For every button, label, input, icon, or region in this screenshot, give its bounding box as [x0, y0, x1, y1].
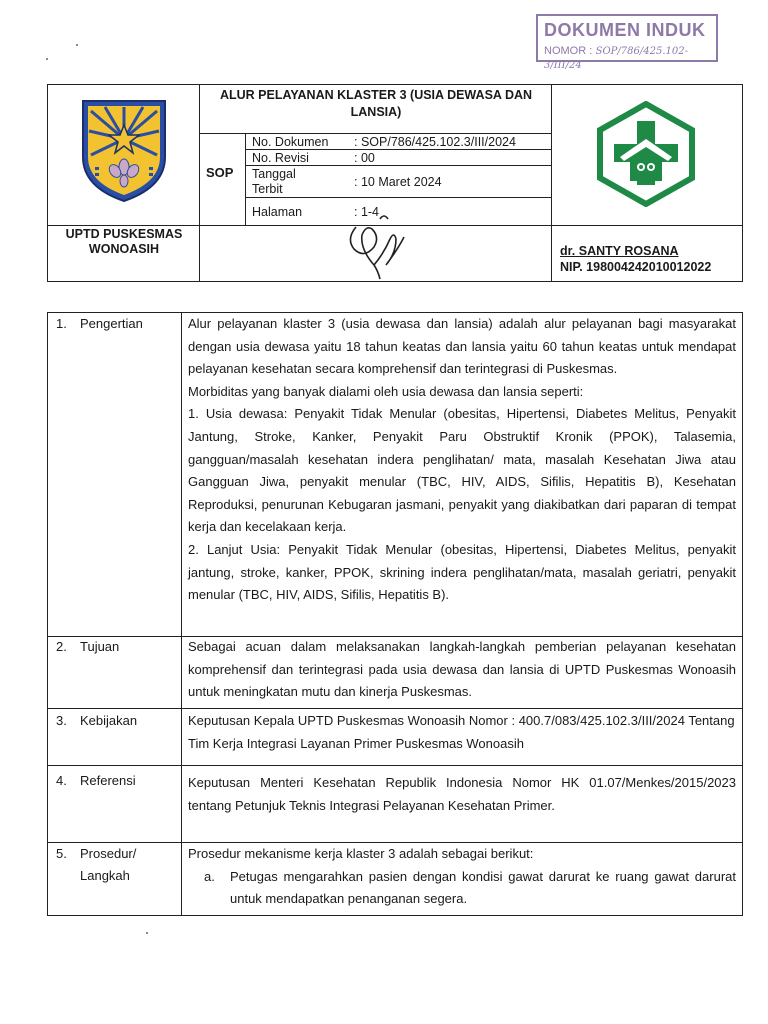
- section-label-prosedur: 5. Prosedur/ Langkah: [56, 846, 137, 883]
- step-a-marker: a.: [204, 868, 215, 884]
- section-label-referensi: 4. Referensi: [56, 773, 136, 788]
- regency-crest-logo: [79, 97, 169, 205]
- section-label-tujuan: 2. Tujuan: [56, 639, 120, 654]
- sop-content-table: [47, 312, 743, 916]
- sop-header-table: [47, 84, 743, 282]
- stamp-nomor: [544, 43, 716, 71]
- field-label-no-dokumen: No. Dokumen: [252, 135, 329, 149]
- scan-speck: [76, 44, 78, 46]
- signer-nip: NIP. 198004242010012022: [560, 260, 712, 274]
- signature-scribble: [344, 209, 414, 285]
- section-content-pengertian: [188, 313, 736, 607]
- section-content-tujuan: Sebagai acuan dalam melaksanakan langkah-langkah pemberian pelayanan kesehatan komprehensif dan terintegrasi pada usia dewasa dan lansia di UPTD Puskesmas Wonoasih untuk meningkatan mutu dan kinerja Puskesmas.: [188, 639, 736, 700]
- field-value-tanggal-terbit: : 10 Maret 2024: [354, 175, 442, 189]
- usia-dewasa-item: 1. Usia dewasa: Penyakit Tidak Menular (obesitas, Hipertensi, Diabetes Melitus, Penyakit Jantung, Stroke, Kanker, Penyakit Paru Obstruktif Kronik (PPOK), Talasemia, gangguan/masalah kesehatan indera penglihatan/ mata, masalah Kesehatan Jiwa atau Gangguan Jiwa, penyakit menular (TBC, HIV, AIDS, Sifilis, Hepatitis B), Kesehatan Reproduksi, penurunan Kebugaran jasmani, penyakit yang diakibatkan dari paparan di tempat kerja dan kecelakaan kerja.: [188, 406, 736, 535]
- section-content-referensi: Keputusan Menteri Kesehatan Republik Indonesia Nomor HK 01.07/Menkes/2015/2023 tentang Petunjuk Teknis Integrasi Pelayanan Kesehatan Primer.: [188, 775, 736, 813]
- section-content-prosedur: [188, 843, 736, 911]
- document-title: ALUR PELAYANAN KLASTER 3 (USIA DEWASA DAN LANSIA): [219, 88, 533, 119]
- stamp-nomor-value: SOP/786/425.102-3/III/24: [544, 46, 688, 71]
- pengertian-paragraph: Alur pelayanan klaster 3 (usia dewasa dan lansia) adalah alur pelayanan bagi masyarakat dengan usia dewasa yaitu 18 tahun keatas dan lansia yaitu 60 tahun keatas untuk mendapat pelayanan kesehatan secara komprehensif dan terintegrasi di Puskesmas.: [188, 316, 736, 377]
- section-label-pengertian: 1. Pengertian: [56, 316, 143, 331]
- field-value-no-revisi: : 00: [354, 151, 375, 165]
- field-label-no-revisi: No. Revisi: [252, 151, 309, 165]
- puskesmas-logo: [596, 101, 696, 207]
- section-label-kebijakan: 3. Kebijakan: [56, 713, 138, 728]
- prosedur-intro: Prosedur mekanisme kerja klaster 3 adalah sebagai berikut:: [188, 846, 534, 861]
- field-value-no-dokumen: : SOP/786/425.102.3/III/2024: [354, 135, 516, 149]
- org-name: UPTD PUSKESMAS WONOASIH: [65, 227, 183, 256]
- stamp-nomor-label: NOMOR :: [544, 45, 593, 57]
- prosedur-step-a: [188, 866, 736, 911]
- morbiditas-intro: Morbiditas yang banyak dialami oleh usia dewasa dan lansia seperti:: [188, 383, 584, 399]
- section-content-kebijakan: Keputusan Kepala UPTD Puskesmas Wonoasih Nomor : 400.7/083/425.102.3/III/2024 Tentang Tim Kerja Integrasi Layanan Primer Puskesmas Wonoasih: [188, 713, 735, 751]
- sop-label: SOP: [206, 165, 234, 180]
- scan-speck: [146, 932, 148, 934]
- dokumen-induk-stamp: [536, 14, 718, 71]
- scan-speck: [46, 58, 48, 60]
- lanjut-usia-item: 2. Lanjut Usia: Penyakit Tidak Menular (obesitas, Hipertensi, Diabetes Melitus, penyakit jantung, stroke, kanker, PPOK, skrining indera penglihatan/mata, masalah geriatri, penyakit menular (TBC, HIV, AIDS, Sifilis, Hepatitis B).: [188, 541, 736, 603]
- field-label-halaman: Halaman: [252, 205, 303, 219]
- step-a-text: Petugas mengarahkan pasien dengan kondisi gawat darurat ke ruang gawat darurat untuk mendapatkan penanganan segera.: [230, 868, 736, 907]
- stamp-title: DOKUMEN INDUK: [544, 20, 706, 40]
- field-value-halaman: : 1-4: [354, 205, 380, 219]
- signer-name: dr. SANTY ROSANA: [560, 244, 679, 258]
- field-label-tanggal-terbit: Tanggal Terbit: [252, 167, 296, 196]
